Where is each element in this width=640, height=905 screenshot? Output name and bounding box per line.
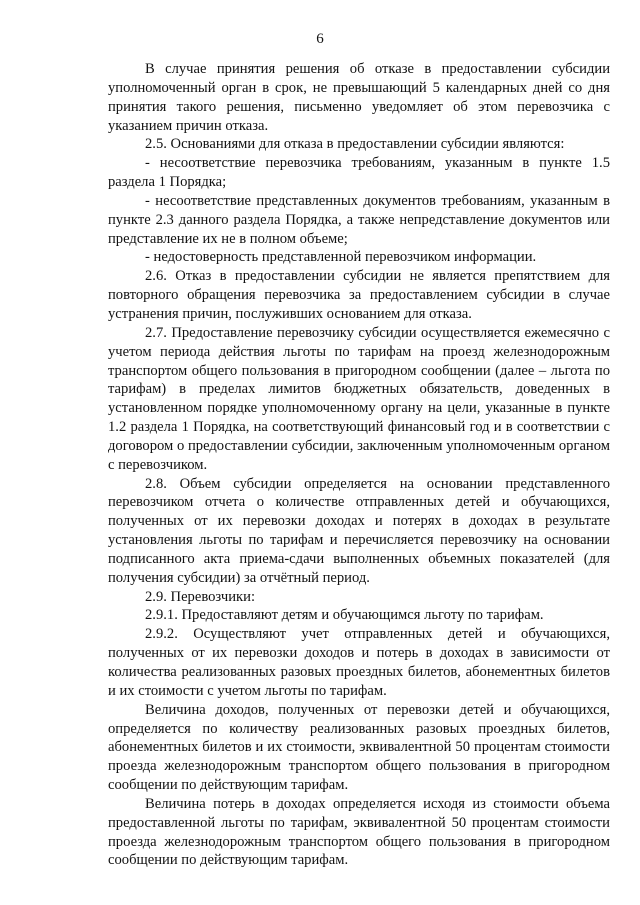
paragraph-2-5-item-3: - недостоверность представленной перевозчиком информации. bbox=[145, 249, 537, 266]
paragraph-2-9-1: 2.9.1. Предоставляют детям и обучающимся льготу по тарифам. bbox=[145, 607, 544, 624]
paragraph-2-5-heading: 2.5. Основаниями для отказа в предоставлении субсидии являются: bbox=[145, 136, 565, 153]
paragraph-2-6: 2.6. Отказ в предоставлении субсидии не является препятствием для повторного обращения перевозчика за предоставлением субсидии в случае устранения причин, послуживших основанием для отказа. bbox=[108, 268, 610, 322]
paragraph-2-5-item-2: - несоответствие представленных документов требованиям, указанным в пункте 2.3 данного раздела Порядка, а также непредставление документов или представление их не в полном объеме; bbox=[108, 192, 610, 247]
paragraph-refusal-notice: В случае принятия решения об отказе в предоставлении субсидии уполномоченный орган в срок, не превышающий 5 календарных дней со дня принятия такого решения, письменно уведомляет об этом перевозчика с указанием причин отказа. bbox=[108, 61, 610, 134]
page-number: 6 bbox=[316, 31, 324, 47]
paragraph-2-9: 2.9. Перевозчики: bbox=[145, 588, 255, 605]
paragraph-2-5-item-1: - несоответствие перевозчика требованиям, указанным в пункте 1.5 раздела 1 Порядка; bbox=[108, 155, 610, 191]
paragraph-2-7: 2.7. Предоставление перевозчику субсидии осуществляется ежемесячно с учетом периода действия льготы по тарифам на проезд железнодорожным транспортом общего пользования в пригородном сообщении (далее – льгота по тарифам) в пределах лимитов бюджетных обязательств, доведенных в установленном порядке уполномоченному органу на цели, указанные в пункте 1.2 раздела 1 Порядка, на соответствующий финансовый год и в соответствии с договором о предоставлении субсидии, заключенным уполномоченным органом с перевозчиком. bbox=[108, 324, 610, 473]
paragraph-income-value: Величина доходов, полученных от перевозки детей и обучающихся, определяется по количеству реализованных разовых проездных билетов, абонементных билетов и их стоимости, эквивалентной 50 процентам стоимости проезда железнодорожным транспортом общего пользования в пригородном сообщении по действующим тарифам. bbox=[108, 701, 610, 794]
paragraph-2-9-2: 2.9.2. Осуществляют учет отправленных детей и обучающихся, полученных от их перевозки доходов и потерь в доходах в зависимости от количества реализованных разовых проездных билетов, абонементных билетов и их стоимости с учетом льготы по тарифам. bbox=[108, 626, 610, 699]
paragraph-losses-value: Величина потерь в доходах определяется исходя из стоимости объема предоставленной льготы по тарифам, эквивалентной 50 процентам стоимости проезда железнодорожным транспортом общего пользования в пригородном сообщении по действующим тарифам. bbox=[108, 795, 610, 869]
document-body bbox=[108, 60, 610, 870]
paragraph-2-8: 2.8. Объем субсидии определяется на основании представленного перевозчиком отчета о количестве отправленных детей и обучающихся, полученных от их перевозки доходах и потерях в доходах в результате установления льготы по тарифам и перечисляется перевозчику на основании подписанного акта приема-сдачи выполненных объемных показателей (для получения субсидии) за отчётный период. bbox=[108, 475, 610, 586]
